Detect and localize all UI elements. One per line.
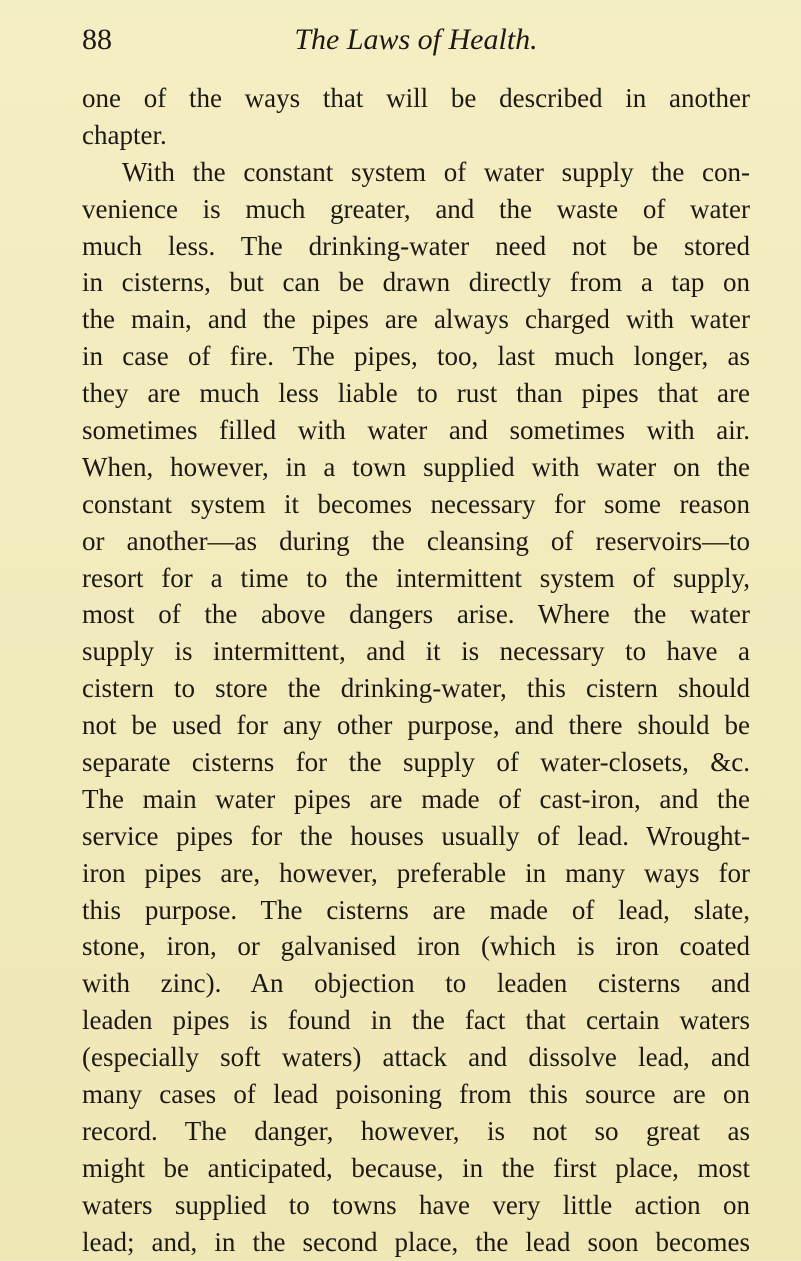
text-line: record. The danger, however, is not so great as	[82, 1115, 750, 1146]
text-line: venience is much greater, and the waste of water	[82, 193, 750, 224]
text-line: service pipes for the houses usually of lead. Wrought-	[82, 820, 750, 851]
text-line: separate cisterns for the supply of water-closets, &c.	[82, 747, 750, 778]
text-line: stone, iron, or galvanised iron (which is iron coated	[82, 931, 750, 962]
text-line: lead; and, in the second place, the lead soon becomes	[82, 1226, 750, 1257]
text-line: sometimes filled with water and sometimes with air.	[82, 415, 750, 446]
body-text	[82, 80, 750, 1261]
text-line: they are much less liable to rust than pipes that are	[82, 378, 750, 409]
text-line: When, however, in a town supplied with water on the	[82, 451, 750, 482]
text-line: most of the above dangers arise. Where the water	[82, 599, 750, 630]
text-line: might be anticipated, because, in the first place, most	[82, 1152, 750, 1183]
text-line: or another—as during the cleansing of reservoirs—to	[82, 525, 750, 556]
text-line: leaden pipes is found in the fact that certain waters	[82, 1005, 750, 1036]
text-line: not be used for any other purpose, and there should be	[82, 710, 750, 741]
text-line: The main water pipes are made of cast-iron, and the	[82, 783, 750, 814]
text-line: in case of fire. The pipes, too, last much longer, as	[82, 341, 750, 372]
running-title: The Laws of Health.	[294, 23, 538, 56]
text-line: supply is intermittent, and it is necessary to have a	[82, 636, 750, 667]
text-line: iron pipes are, however, preferable in many ways for	[82, 857, 750, 888]
text-line: With the constant system of water supply the con-	[122, 156, 750, 187]
text-line: (especially soft waters) attack and dissolve lead, and	[82, 1042, 750, 1073]
text-line: this purpose. The cisterns are made of lead, slate,	[82, 894, 750, 925]
text-line: much less. The drinking-water need not be stored	[82, 230, 750, 261]
text-line: one of the ways that will be described in another	[82, 83, 750, 113]
text-line: chapter.	[82, 119, 167, 150]
text-line: cistern to store the drinking-water, this cistern should	[82, 673, 750, 704]
text-line: the main, and the pipes are always charged with water	[82, 304, 750, 335]
text-line: resort for a time to the intermittent system of supply,	[82, 562, 750, 593]
text-line: waters supplied to towns have very little action on	[82, 1189, 750, 1220]
text-line: in cisterns, but can be drawn directly from a tap on	[82, 267, 750, 298]
text-line: many cases of lead poisoning from this source are on	[82, 1079, 750, 1110]
page-header	[82, 20, 750, 60]
text-line: constant system it becomes necessary for some reason	[82, 488, 750, 519]
page-number: 88	[82, 23, 112, 56]
text-line: with zinc). An objection to leaden cisterns and	[82, 968, 750, 999]
